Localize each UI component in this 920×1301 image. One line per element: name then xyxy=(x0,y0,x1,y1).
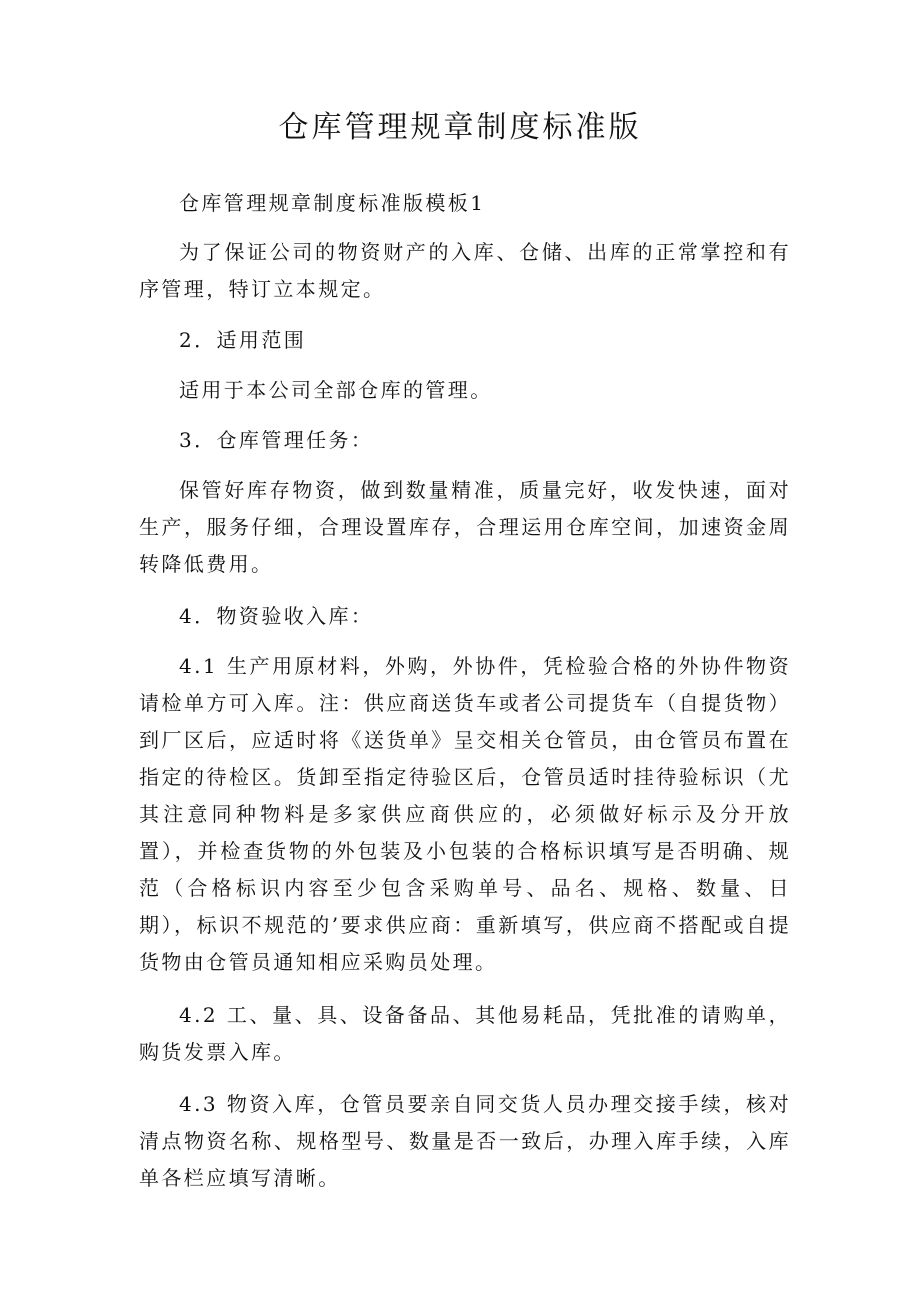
paragraph-tasks-heading: 3．仓库管理任务： xyxy=(179,428,374,452)
paragraph-template-heading: 仓库管理规章制度标准版模板1 xyxy=(179,191,486,215)
paragraph-section-4-3: 4.3 物资入库，仓管员要亲自同交货人员办理交接手续，核对清点物资名称、规格型号、数量是否一致后，办理入库手续，入库单各栏应填写清晰。 xyxy=(139,1092,791,1190)
document-title: 仓库管理规章制度标准版 xyxy=(278,110,642,145)
paragraph-scope: 适用于本公司全部仓库的管理。 xyxy=(179,378,493,402)
paragraph-section-4-2: 4.2 工、量、具、设备备品、其他易耗品，凭批准的请购单，购货发票入库。 xyxy=(139,1003,791,1064)
paragraph-scope-heading: 2．适用范围 xyxy=(179,328,307,352)
paragraph-section-4-1: 4.1 生产用原材料，外购，外协件，凭检验合格的外协件物资请检单方可入库。注：供应商送货车或者公司提货车（自提货物）到厂区后，应适时将《送货单》呈交相关仓管员，由仓管员布置在指定的待检区。货卸至指定待验区后，仓管员适时挂待验标识（尤其注意同种物料是多家供应商供应的，必须做好标示及分开放置），并检查货物的外包装及小包装的合格标识填写是否明确、规范（合格标识内容至少包含采购单号、品名、规格、数量、日期），标识不规范的’要求供应商：重新填写，供应商不搭配或自提货物由仓管员通知相应采购员处理。 xyxy=(139,654,791,974)
paragraph-purpose: 为了保证公司的物资财产的入库、仓储、出库的正常掌控和有序管理，特订立本规定。 xyxy=(139,240,791,301)
paragraph-receiving-heading: 4．物资验收入库： xyxy=(179,604,374,628)
paragraph-tasks: 保管好库存物资，做到数量精准，质量完好，收发快速，面对生产，服务仔细，合理设置库存，合理运用仓库空间，加速资金周转降低费用。 xyxy=(139,478,791,576)
